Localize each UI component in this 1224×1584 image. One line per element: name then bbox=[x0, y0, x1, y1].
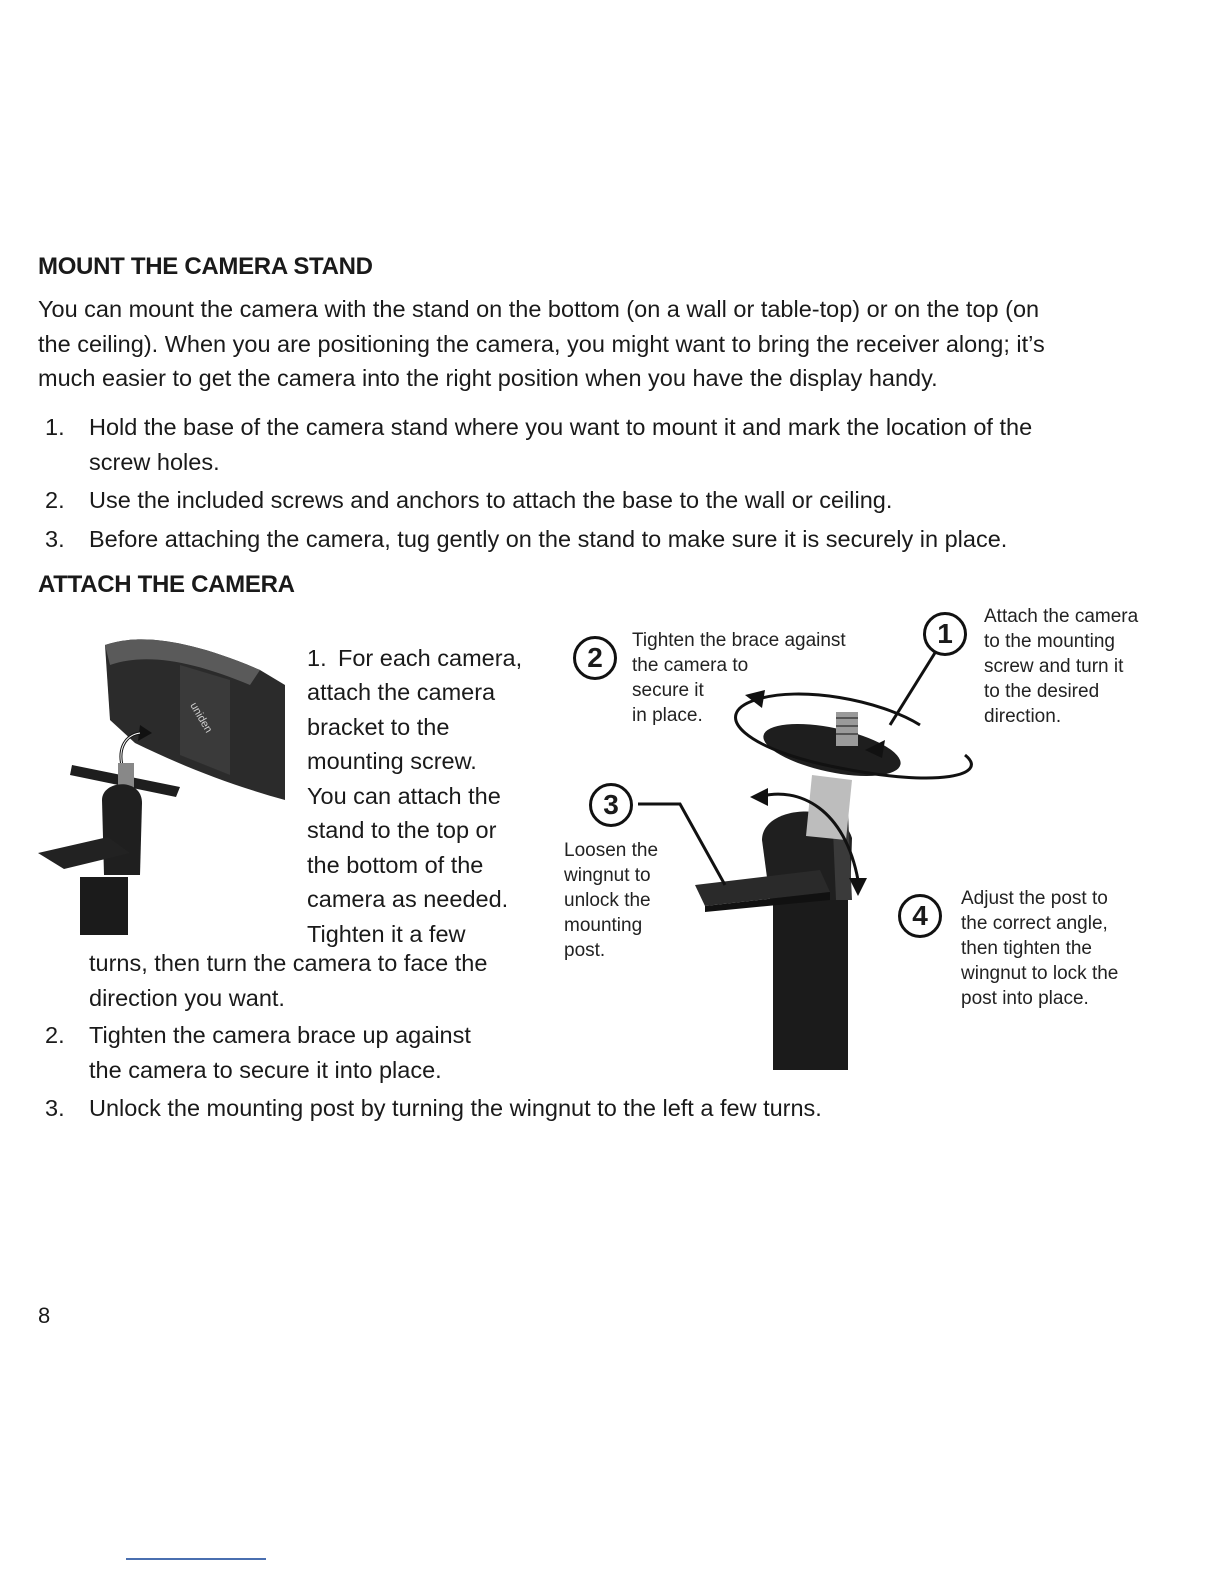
step-text bbox=[89, 1018, 471, 1087]
step-number: 1. bbox=[45, 414, 65, 440]
intro-line: You can mount the camera with the stand on the bottom (on a wall or table-top) or on the top (on bbox=[38, 296, 1040, 322]
step-line: screw holes. bbox=[89, 448, 220, 475]
callout-2-badge: 2 bbox=[573, 636, 617, 680]
callout-line: to the desired bbox=[984, 681, 1100, 702]
callout-line: screw and turn it bbox=[984, 656, 1124, 677]
callout-line: wingnut to bbox=[564, 865, 651, 886]
step-number: 3. bbox=[45, 526, 65, 552]
callout-3-badge: 3 bbox=[589, 783, 633, 827]
step-line: stand to the top or bbox=[307, 817, 497, 843]
step-line: You can attach the bbox=[307, 782, 501, 809]
step-text bbox=[89, 410, 1032, 479]
callout-2-text bbox=[632, 628, 846, 728]
step-line: Tighten it a few bbox=[307, 920, 466, 947]
callout-line: Attach the camera bbox=[984, 606, 1139, 627]
step-line: Hold the base of the camera stand where you want to mount it and mark the location of the bbox=[89, 414, 1033, 440]
step-line: Use the included screws and anchors to attach the base to the wall or ceiling. bbox=[89, 487, 893, 513]
callout-line: post into place. bbox=[961, 988, 1089, 1009]
step-line: turns, then turn the camera to face the bbox=[89, 950, 488, 976]
step-text bbox=[307, 675, 547, 951]
callout-line: wingnut to lock the bbox=[961, 963, 1119, 984]
step-line: For each camera, bbox=[338, 645, 523, 671]
step-line: Before attaching the camera, tug gently on the stand to make sure it is securely in place. bbox=[89, 526, 1008, 552]
step-number: 2. bbox=[45, 1022, 65, 1048]
step-line: mounting screw. bbox=[307, 748, 477, 774]
page-number: 8 bbox=[38, 1303, 51, 1328]
step-line: camera as needed. bbox=[307, 886, 509, 912]
callout-line: Loosen the bbox=[564, 840, 659, 861]
callout-line: direction. bbox=[984, 706, 1062, 727]
step-number: 2. bbox=[45, 487, 65, 513]
callout-line: unlock the bbox=[564, 890, 651, 911]
callout-1-text bbox=[984, 604, 1138, 729]
callout-line: post. bbox=[564, 940, 606, 961]
step-line: bracket to the bbox=[307, 713, 450, 740]
callout-1-badge: 1 bbox=[923, 612, 967, 656]
intro-line: the ceiling). When you are positioning the camera, you might want to bring the receiver along; it’s bbox=[38, 330, 1045, 357]
callout-line: the correct angle, bbox=[961, 913, 1108, 934]
step-line: the bottom of the bbox=[307, 851, 484, 878]
step-number: 1. bbox=[307, 645, 327, 671]
step-text bbox=[89, 946, 487, 1015]
step-line: direction you want. bbox=[89, 984, 285, 1011]
intro-paragraph bbox=[38, 292, 1168, 396]
callout-3-text bbox=[564, 838, 658, 963]
section-heading-mount: MOUNT THE CAMERA STAND bbox=[38, 253, 373, 280]
callout-line: Tighten the brace against bbox=[632, 630, 846, 651]
callout-line: Adjust the post to bbox=[961, 888, 1108, 909]
step-number: 3. bbox=[45, 1095, 65, 1121]
callout-line: to the mounting bbox=[984, 631, 1115, 652]
intro-line: much easier to get the camera into the right position when you have the display handy. bbox=[38, 365, 938, 391]
step-line: the camera to secure it into place. bbox=[89, 1056, 442, 1083]
callout-line: secure it bbox=[632, 680, 704, 701]
callout-4-text bbox=[961, 886, 1118, 1011]
step-line: attach the camera bbox=[307, 679, 496, 705]
callout-4-badge: 4 bbox=[898, 894, 942, 938]
callout-line: then tighten the bbox=[961, 938, 1092, 959]
callout-line: in place. bbox=[632, 705, 703, 726]
step-line: Tighten the camera brace up against bbox=[89, 1022, 471, 1048]
camera-bracket-illustration bbox=[30, 625, 290, 935]
section-heading-attach: ATTACH THE CAMERA bbox=[38, 571, 295, 598]
camera-brand-label: uniden bbox=[187, 700, 215, 736]
callout-line: the camera to bbox=[632, 655, 749, 676]
callout-line: mounting bbox=[564, 915, 643, 936]
step-line: Unlock the mounting post by turning the wingnut to the left a few turns. bbox=[89, 1095, 822, 1121]
footer-rule bbox=[126, 1558, 266, 1560]
